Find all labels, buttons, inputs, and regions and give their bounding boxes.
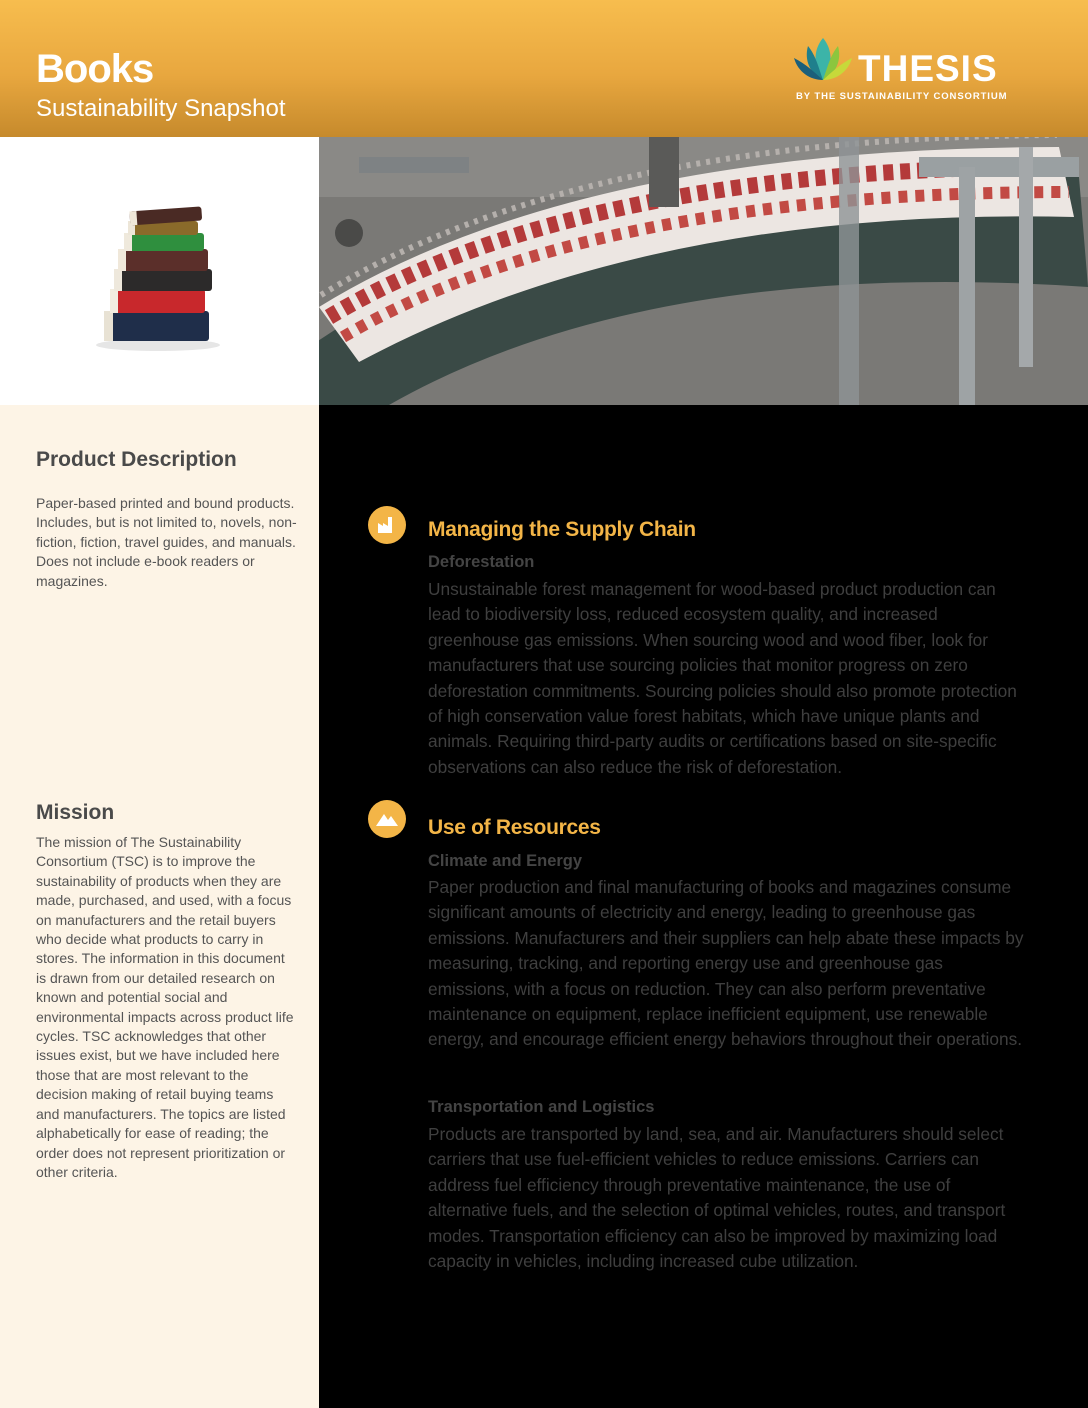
thesis-logo (792, 36, 1022, 106)
subsection-heading: Climate and Energy (428, 852, 583, 870)
mission-text: The mission of The Sustainability Consortium (TSC) is to improve the sustainability of products when they are made, purchased, and used, with a focus on manufacturers and the retail buyers who decide what products to carry in stores. The information in this document is drawn from our detailed research on known and potential social and environmental impacts across product life cycles. TSC acknowledges that other issues exist, but we have included here those that are most relevant to the decision making of retail buying teams and manufacturers. The topics are listed alphabetically for ease of reading; the order does not represent prioritization or other criteria. (36, 834, 294, 1180)
factory-icon (368, 506, 406, 544)
section-heading: Managing the Supply Chain (428, 518, 696, 541)
header-banner (0, 0, 1088, 137)
page-title: Books (36, 47, 154, 91)
subsection-text: Paper production and final manufacturing of books and magazines consume significant amounts of electricity and energy, leading to greenhouse gas emissions. Manufacturers and their suppliers can help abate these impacts by measuring, tracking, and reporting energy use and greenhouse gas emissions, with a focus on reduction. They can also perform preventative maintenance on equipment, replace inefficient equipment, use renewable energy, and encourage efficient energy behaviors throughout their operations. (428, 877, 1024, 1050)
section-heading: Use of Resources (428, 816, 601, 839)
printing-conveyor-photo (319, 137, 1088, 405)
books-stack-photo (0, 137, 319, 405)
logo-wordmark: THESIS (858, 48, 998, 89)
product-description-text: Paper-based printed and bound products. Includes, but is not limited to, novels, non-fiction, fiction, travel guides, and manuals. Does not include e-book readers or magazines. (36, 495, 297, 589)
logo-tagline: BY THE SUSTAINABILITY CONSORTIUM (796, 91, 1008, 102)
subsection-heading: Deforestation (428, 553, 535, 571)
subsection-text: Unsustainable forest management for wood-based product production can lead to biodiversity loss, reduced ecosystem quality, and increased greenhouse gas emissions. When sourcing wood and wood fiber, look for manufacturers that use sourcing policies that monitor progress on zero deforestation commitments. Sourcing policies should also promote protection of high conservation value forest habitats, which have unique plants and animals. Requiring third-party audits or certifications based on site-specific observations can also reduce the risk of deforestation. (428, 579, 1017, 777)
subsection-text: Products are transported by land, sea, and air. Manufacturers should select carriers that use fuel-efficient vehicles to reduce emissions. Carriers can address fuel efficiency through preventative maintenance, the use of alternative fuels, and the selection of optimal vehicles, routes, and transport modes. Transportation efficiency can also be improved by maximizing load capacity in vehicles, including increased cube utilization. (428, 1124, 1006, 1272)
mountain-icon (368, 800, 406, 838)
subsection-heading: Transportation and Logistics (428, 1098, 655, 1116)
page-subtitle: Sustainability Snapshot (36, 95, 286, 122)
lotus-icon (792, 36, 854, 86)
mission-heading: Mission (36, 801, 115, 824)
product-description-heading: Product Description (36, 448, 237, 471)
